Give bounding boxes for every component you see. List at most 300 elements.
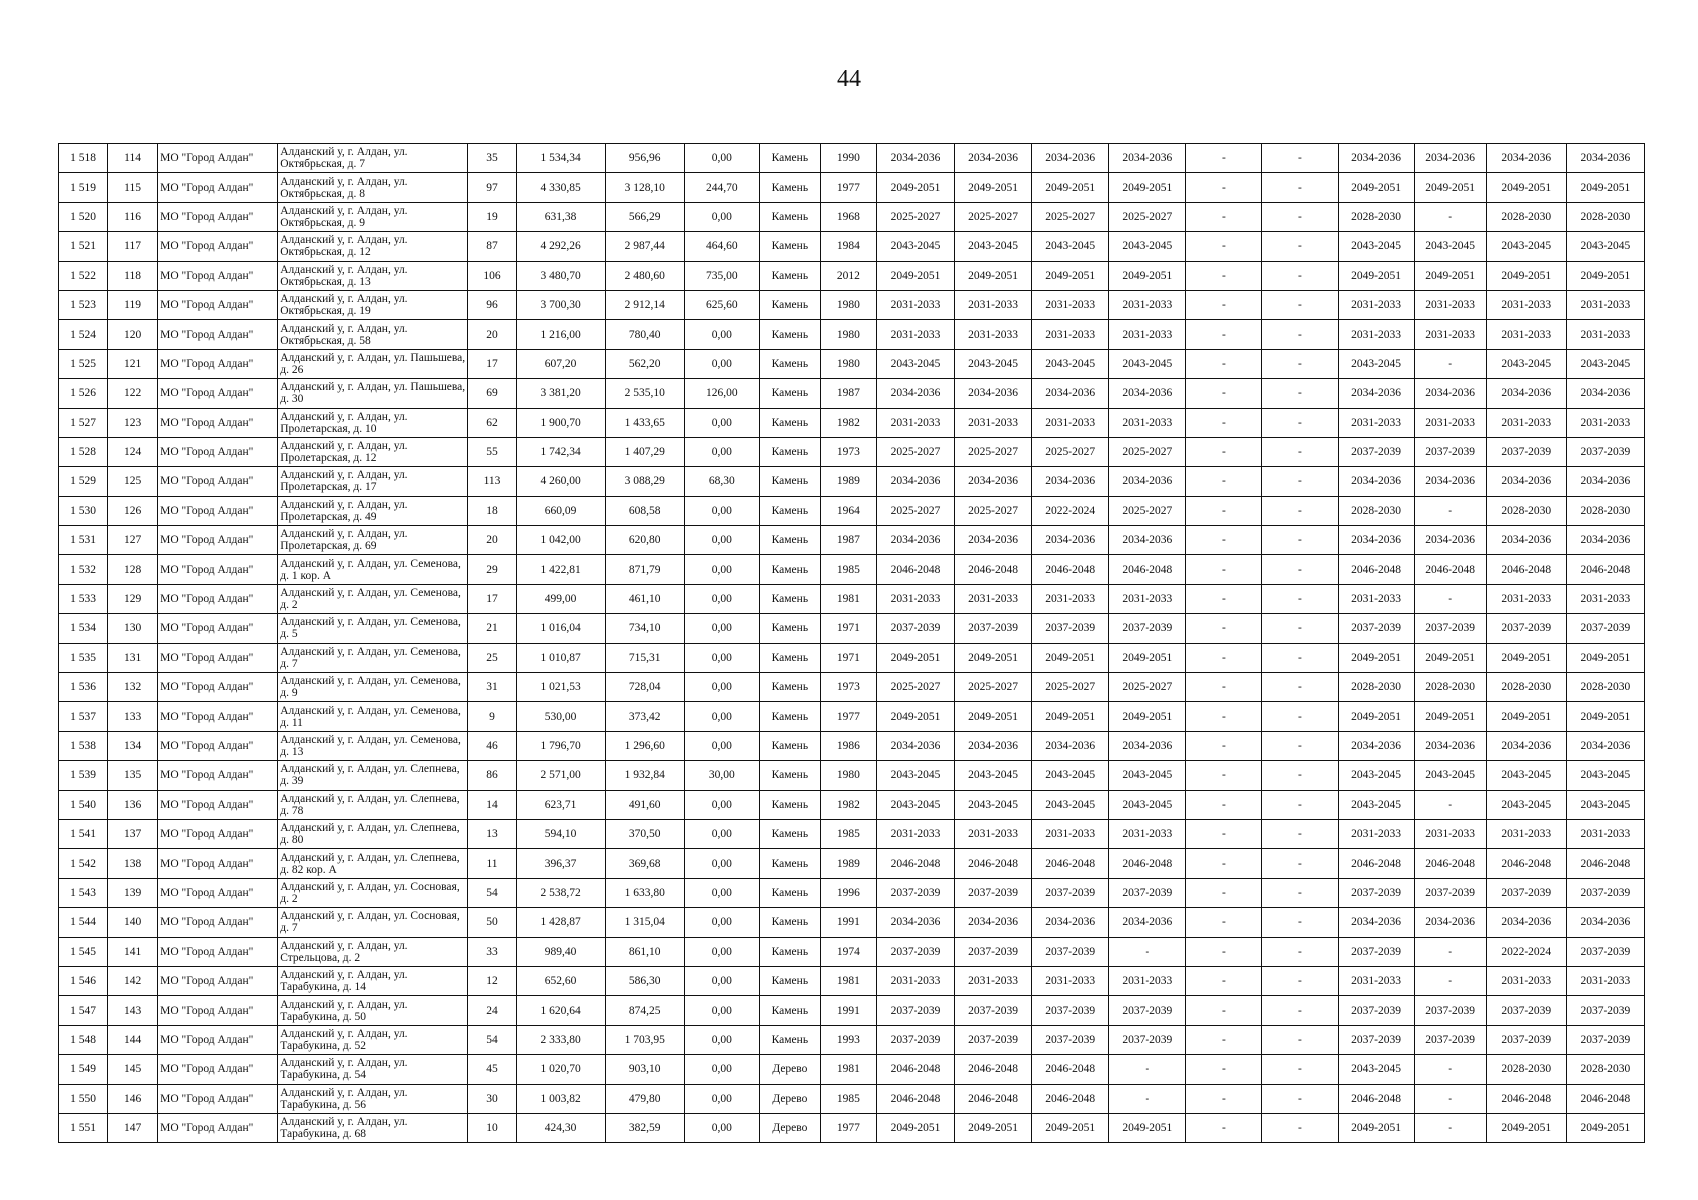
table-cell: Алданский у, г. Алдан, ул. Октябрьская, д. 12 [278, 232, 468, 261]
table-cell: 608,58 [605, 496, 684, 525]
table-cell: 1 742,34 [516, 437, 605, 466]
table-cell: 2028-2030 [1566, 1055, 1644, 1084]
table-cell: Дерево [759, 1055, 820, 1084]
table-cell: 1 537 [59, 702, 108, 731]
table-cell: 20 [468, 526, 516, 555]
table-cell: - [1186, 1113, 1262, 1142]
table-cell: 2034-2036 [1109, 467, 1186, 496]
table-cell: 2037-2039 [1338, 937, 1414, 966]
table-cell: 2028-2030 [1486, 673, 1566, 702]
table-cell: 0,00 [684, 1025, 759, 1054]
table-row [59, 966, 1645, 995]
table-cell: 2 538,72 [516, 878, 605, 907]
table-cell: 2034-2036 [1566, 908, 1644, 937]
table-row [59, 555, 1645, 584]
table-cell: МО "Город Алдан" [158, 467, 278, 496]
table-cell: 2034-2036 [1338, 526, 1414, 555]
table-cell: Камень [759, 349, 820, 378]
table-cell: 30 [468, 1084, 516, 1113]
table-cell: - [1262, 349, 1338, 378]
table-cell: 2028-2030 [1338, 202, 1414, 231]
table-cell: МО "Город Алдан" [158, 614, 278, 643]
table-cell: 2043-2045 [1032, 790, 1109, 819]
table-cell: - [1186, 673, 1262, 702]
table-cell: 2025-2027 [1109, 437, 1186, 466]
table-cell: 1986 [820, 731, 876, 760]
table-cell: МО "Город Алдан" [158, 232, 278, 261]
table-cell: 0,00 [684, 1055, 759, 1084]
table-row [59, 1084, 1645, 1113]
table-cell: 1 620,64 [516, 996, 605, 1025]
table-cell: - [1414, 1055, 1486, 1084]
table-cell: 2037-2039 [876, 878, 954, 907]
table-cell: 1 548 [59, 1025, 108, 1054]
table-cell: - [1262, 819, 1338, 848]
table-cell: 1 518 [59, 144, 108, 173]
table-cell: 2025-2027 [876, 437, 954, 466]
table-cell: Камень [759, 614, 820, 643]
table-cell: 2037-2039 [1032, 878, 1109, 907]
table-cell: 2049-2051 [1032, 643, 1109, 672]
table-cell: 2031-2033 [955, 290, 1032, 319]
table-cell: 2031-2033 [1109, 819, 1186, 848]
table-cell: МО "Город Алдан" [158, 673, 278, 702]
table-cell: 2046-2048 [876, 555, 954, 584]
table-cell: МО "Город Алдан" [158, 643, 278, 672]
table-cell: 2049-2051 [1338, 643, 1414, 672]
table-cell: - [1262, 232, 1338, 261]
table-cell: 138 [108, 849, 158, 878]
table-cell: 2031-2033 [1109, 966, 1186, 995]
table-cell: - [1262, 849, 1338, 878]
table-row [59, 761, 1645, 790]
table-cell: 2049-2051 [1566, 173, 1644, 202]
table-cell: 62 [468, 408, 516, 437]
table-cell: МО "Город Алдан" [158, 731, 278, 760]
table-cell: 2034-2036 [1414, 467, 1486, 496]
table-cell: 1 542 [59, 849, 108, 878]
table-cell: - [1262, 996, 1338, 1025]
table-cell: Алданский у, г. Алдан, ул. Тарабукина, д. 50 [278, 996, 468, 1025]
table-cell: 2046-2048 [876, 1084, 954, 1113]
table-cell: 1968 [820, 202, 876, 231]
table-cell: 0,00 [684, 849, 759, 878]
table-cell: 1 534 [59, 614, 108, 643]
table-cell: 3 700,30 [516, 290, 605, 319]
table-cell: - [1414, 790, 1486, 819]
table-cell: Алданский у, г. Алдан, ул. Тарабукина, д. 14 [278, 966, 468, 995]
table-cell: 2049-2051 [1414, 173, 1486, 202]
table-row [59, 173, 1645, 202]
table-cell: 2034-2036 [1032, 908, 1109, 937]
table-cell: 1982 [820, 408, 876, 437]
table-cell: 2049-2051 [1338, 1113, 1414, 1142]
table-cell: 2049-2051 [1109, 643, 1186, 672]
table-cell: - [1186, 702, 1262, 731]
table-cell: 0,00 [684, 144, 759, 173]
table-cell: 2034-2036 [955, 731, 1032, 760]
table-cell: 2025-2027 [955, 202, 1032, 231]
table-cell: 2031-2033 [1338, 408, 1414, 437]
table-cell: 1 529 [59, 467, 108, 496]
table-cell: 2037-2039 [1566, 996, 1644, 1025]
table-cell: 2037-2039 [1032, 614, 1109, 643]
table-cell: 2046-2048 [876, 1055, 954, 1084]
table-cell: 1 550 [59, 1084, 108, 1113]
table-cell: 2034-2036 [876, 731, 954, 760]
table-cell: 2034-2036 [1109, 526, 1186, 555]
table-cell: Камень [759, 643, 820, 672]
table-cell: Алданский у, г. Алдан, ул. Пролетарская, д. 17 [278, 467, 468, 496]
table-cell: - [1186, 467, 1262, 496]
table-cell: 2031-2033 [1109, 320, 1186, 349]
table-cell: МО "Город Алдан" [158, 408, 278, 437]
table-cell: 2034-2036 [1032, 467, 1109, 496]
table-cell: 2025-2027 [955, 673, 1032, 702]
table-cell: 2043-2045 [1109, 761, 1186, 790]
table-row [59, 408, 1645, 437]
table-cell: 113 [468, 467, 516, 496]
table-cell: 2031-2033 [955, 408, 1032, 437]
table-cell: 2025-2027 [1032, 437, 1109, 466]
table-cell: 106 [468, 261, 516, 290]
table-row [59, 937, 1645, 966]
table-cell: 2031-2033 [1566, 408, 1644, 437]
table-cell: 2043-2045 [876, 790, 954, 819]
table-cell: - [1414, 937, 1486, 966]
table-cell: Алданский у, г. Алдан, ул. Семенова, д. 5 [278, 614, 468, 643]
table-cell: - [1262, 908, 1338, 937]
table-row [59, 819, 1645, 848]
table-cell: - [1262, 173, 1338, 202]
table-cell: 1 527 [59, 408, 108, 437]
table-cell: 2037-2039 [1414, 437, 1486, 466]
table-cell: 2031-2033 [1566, 320, 1644, 349]
table-cell: 2043-2045 [1338, 232, 1414, 261]
table-cell: 1 530 [59, 496, 108, 525]
table-cell: 2037-2039 [1566, 437, 1644, 466]
table-cell: 1 549 [59, 1055, 108, 1084]
table-cell: 2037-2039 [1338, 437, 1414, 466]
table-cell: 135 [108, 761, 158, 790]
table-cell: 464,60 [684, 232, 759, 261]
table-cell: 119 [108, 290, 158, 319]
table-cell: - [1186, 173, 1262, 202]
table-cell: 2043-2045 [1032, 761, 1109, 790]
table-cell: Алданский у, г. Алдан, ул. Октябрьская, д. 9 [278, 202, 468, 231]
table-cell: 1973 [820, 673, 876, 702]
table-cell: 2034-2036 [1486, 379, 1566, 408]
table-cell: Алданский у, г. Алдан, ул. Пролетарская, д. 12 [278, 437, 468, 466]
table-cell: МО "Город Алдан" [158, 290, 278, 319]
table-cell: 1 531 [59, 526, 108, 555]
table-cell: - [1186, 790, 1262, 819]
table-cell: 2049-2051 [876, 261, 954, 290]
table-cell: 17 [468, 584, 516, 613]
table-cell: 1 523 [59, 290, 108, 319]
table-cell: 1977 [820, 1113, 876, 1142]
table-cell: 874,25 [605, 996, 684, 1025]
table-cell: 989,40 [516, 937, 605, 966]
table-cell: 2 987,44 [605, 232, 684, 261]
table-cell: МО "Город Алдан" [158, 819, 278, 848]
table-cell: 2031-2033 [1566, 966, 1644, 995]
table-cell: 1 428,87 [516, 908, 605, 937]
table-cell: 2037-2039 [1338, 996, 1414, 1025]
table-cell: Камень [759, 496, 820, 525]
table-cell: 2046-2048 [1338, 1084, 1414, 1113]
table-cell: МО "Город Алдан" [158, 349, 278, 378]
table-cell: Камень [759, 261, 820, 290]
table-cell: 2037-2039 [1109, 1025, 1186, 1054]
table-cell: 0,00 [684, 349, 759, 378]
table-cell: 2034-2036 [1486, 908, 1566, 937]
table-cell: - [1262, 526, 1338, 555]
table-cell: 2043-2045 [1566, 232, 1644, 261]
table-cell: 1980 [820, 349, 876, 378]
table-cell: 2034-2036 [876, 526, 954, 555]
table-cell: 2034-2036 [876, 908, 954, 937]
table-cell: 2034-2036 [1486, 144, 1566, 173]
table-cell: 956,96 [605, 144, 684, 173]
table-cell: 143 [108, 996, 158, 1025]
table-cell: - [1186, 643, 1262, 672]
table-cell: 2031-2033 [1414, 819, 1486, 848]
table-cell: Камень [759, 144, 820, 173]
table-cell: 54 [468, 878, 516, 907]
table-cell: 1 633,80 [605, 878, 684, 907]
table-cell: 2031-2033 [1338, 966, 1414, 995]
table-cell: 133 [108, 702, 158, 731]
table-cell: 29 [468, 555, 516, 584]
table-cell: 0,00 [684, 555, 759, 584]
table-cell: - [1186, 819, 1262, 848]
table-cell: 1971 [820, 614, 876, 643]
table-cell: Алданский у, г. Алдан, ул. Пролетарская, д. 10 [278, 408, 468, 437]
table-cell: Алданский у, г. Алдан, ул. Октябрьская, д. 13 [278, 261, 468, 290]
table-cell: 1 703,95 [605, 1025, 684, 1054]
table-cell: 2028-2030 [1414, 673, 1486, 702]
table-cell: 1 522 [59, 261, 108, 290]
table-cell: 2034-2036 [1486, 526, 1566, 555]
table-cell: 652,60 [516, 966, 605, 995]
table-cell: 2 480,60 [605, 261, 684, 290]
table-cell: - [1414, 1084, 1486, 1113]
table-cell: МО "Город Алдан" [158, 878, 278, 907]
table-cell: МО "Город Алдан" [158, 937, 278, 966]
table-cell: 0,00 [684, 614, 759, 643]
table-row [59, 496, 1645, 525]
table-cell: 17 [468, 349, 516, 378]
table-cell: - [1109, 1084, 1186, 1113]
table-cell: 2034-2036 [1414, 144, 1486, 173]
table-cell: МО "Город Алдан" [158, 1084, 278, 1113]
table-cell: 97 [468, 173, 516, 202]
table-cell: 2031-2033 [1032, 966, 1109, 995]
table-cell: 2037-2039 [955, 996, 1032, 1025]
table-cell: 1980 [820, 320, 876, 349]
table-cell: 1 296,60 [605, 731, 684, 760]
table-cell: - [1262, 937, 1338, 966]
table-cell: 2037-2039 [1414, 996, 1486, 1025]
table-cell: 2046-2048 [1109, 555, 1186, 584]
table-cell: 2049-2051 [1566, 261, 1644, 290]
table-row [59, 1055, 1645, 1084]
table-cell: 1 524 [59, 320, 108, 349]
table-cell: - [1186, 937, 1262, 966]
table-row [59, 467, 1645, 496]
table-cell: 1 535 [59, 643, 108, 672]
table-cell: 2043-2045 [1566, 761, 1644, 790]
table-cell: - [1186, 908, 1262, 937]
table-cell: 120 [108, 320, 158, 349]
table-cell: - [1262, 790, 1338, 819]
table-cell: - [1262, 467, 1338, 496]
table-cell: 1993 [820, 1025, 876, 1054]
table-cell: - [1262, 437, 1338, 466]
table-cell: - [1262, 1113, 1338, 1142]
table-cell: 2049-2051 [955, 702, 1032, 731]
table-cell: 2049-2051 [1109, 261, 1186, 290]
table-cell: 370,50 [605, 819, 684, 848]
table-cell: 131 [108, 643, 158, 672]
table-cell: 1981 [820, 584, 876, 613]
table-body [59, 144, 1645, 1143]
table-cell: 2037-2039 [1338, 1025, 1414, 1054]
table-cell: - [1186, 496, 1262, 525]
table-cell: 1980 [820, 290, 876, 319]
table-cell: 2046-2048 [1486, 849, 1566, 878]
table-cell: 114 [108, 144, 158, 173]
table-cell: 134 [108, 731, 158, 760]
table-cell: 140 [108, 908, 158, 937]
table-cell: 1987 [820, 526, 876, 555]
table-cell: 2046-2048 [1566, 849, 1644, 878]
table-cell: - [1262, 320, 1338, 349]
table-cell: 861,10 [605, 937, 684, 966]
table-cell: 2046-2048 [876, 849, 954, 878]
table-cell: - [1186, 320, 1262, 349]
table-cell: 2049-2051 [1338, 173, 1414, 202]
table-cell: - [1262, 144, 1338, 173]
table-cell: - [1186, 408, 1262, 437]
table-cell: 130 [108, 614, 158, 643]
table-cell: 2034-2036 [955, 908, 1032, 937]
table-cell: 2043-2045 [1486, 761, 1566, 790]
table-cell: 127 [108, 526, 158, 555]
table-cell: Камень [759, 408, 820, 437]
table-cell: 1977 [820, 173, 876, 202]
table-cell: 2034-2036 [876, 379, 954, 408]
table-cell: 2037-2039 [1109, 614, 1186, 643]
table-cell: Камень [759, 878, 820, 907]
table-cell: МО "Город Алдан" [158, 584, 278, 613]
table-cell: 2025-2027 [1032, 202, 1109, 231]
table-cell: 2034-2036 [1566, 526, 1644, 555]
table-cell: 2031-2033 [1566, 584, 1644, 613]
table-cell: 2043-2045 [1032, 349, 1109, 378]
table-cell: Алданский у, г. Алдан, ул. Октябрьская, д. 7 [278, 144, 468, 173]
table-cell: 1974 [820, 937, 876, 966]
table-cell: МО "Город Алдан" [158, 320, 278, 349]
table-cell: 2046-2048 [1032, 1084, 1109, 1113]
table-cell: Камень [759, 526, 820, 555]
table-cell: 2043-2045 [1566, 349, 1644, 378]
table-cell: 1 520 [59, 202, 108, 231]
table-cell: 1 422,81 [516, 555, 605, 584]
table-cell: - [1262, 379, 1338, 408]
table-cell: 2 535,10 [605, 379, 684, 408]
table-cell: 132 [108, 673, 158, 702]
table-cell: - [1186, 761, 1262, 790]
table-cell: 86 [468, 761, 516, 790]
table-cell: - [1186, 526, 1262, 555]
table-cell: 2043-2045 [1486, 790, 1566, 819]
table-cell: 2049-2051 [1414, 261, 1486, 290]
table-cell: 1985 [820, 1084, 876, 1113]
table-cell: Алданский у, г. Алдан, ул. Слепнева, д. 82 кор. А [278, 849, 468, 878]
table-cell: МО "Город Алдан" [158, 555, 278, 584]
table-cell: 0,00 [684, 408, 759, 437]
table-cell: 2034-2036 [1109, 379, 1186, 408]
table-cell: 491,60 [605, 790, 684, 819]
table-cell: 2034-2036 [1032, 379, 1109, 408]
table-cell: 2031-2033 [955, 819, 1032, 848]
table-cell: 2028-2030 [1486, 496, 1566, 525]
table-cell: 2037-2039 [1414, 1025, 1486, 1054]
table-cell: 35 [468, 144, 516, 173]
table-cell: - [1186, 349, 1262, 378]
table-cell: - [1186, 379, 1262, 408]
table-cell: 1 407,29 [605, 437, 684, 466]
table-cell: 2031-2033 [1486, 966, 1566, 995]
table-row [59, 996, 1645, 1025]
table-cell: 2031-2033 [1486, 408, 1566, 437]
table-cell: Алданский у, г. Алдан, ул. Слепнева, д. 78 [278, 790, 468, 819]
table-cell: 871,79 [605, 555, 684, 584]
table-cell: 12 [468, 966, 516, 995]
table-cell: 2046-2048 [955, 1055, 1032, 1084]
table-cell: - [1262, 290, 1338, 319]
table-cell: 424,30 [516, 1113, 605, 1142]
table-cell: 1989 [820, 467, 876, 496]
table-cell: 2046-2048 [1486, 1084, 1566, 1113]
table-cell: 2031-2033 [1109, 584, 1186, 613]
table-cell: 2037-2039 [1566, 937, 1644, 966]
table-cell: 2031-2033 [1414, 408, 1486, 437]
table-cell: 2031-2033 [1109, 408, 1186, 437]
table-cell: 2049-2051 [876, 702, 954, 731]
table-cell: - [1414, 202, 1486, 231]
table-cell: 244,70 [684, 173, 759, 202]
table-cell: 2034-2036 [1338, 731, 1414, 760]
table-cell: 1 540 [59, 790, 108, 819]
table-cell: Дерево [759, 1084, 820, 1113]
table-cell: - [1186, 849, 1262, 878]
table-cell: 2046-2048 [1486, 555, 1566, 584]
table-cell: 126,00 [684, 379, 759, 408]
table-row [59, 614, 1645, 643]
table-cell: 1 519 [59, 173, 108, 202]
table-cell: 2049-2051 [876, 1113, 954, 1142]
table-cell: 2 571,00 [516, 761, 605, 790]
table-cell: Алданский у, г. Алдан, ул. Тарабукина, д. 68 [278, 1113, 468, 1142]
table-cell: 2049-2051 [1338, 261, 1414, 290]
table-cell: Камень [759, 232, 820, 261]
table-cell: Камень [759, 731, 820, 760]
table-cell: 14 [468, 790, 516, 819]
table-row [59, 702, 1645, 731]
